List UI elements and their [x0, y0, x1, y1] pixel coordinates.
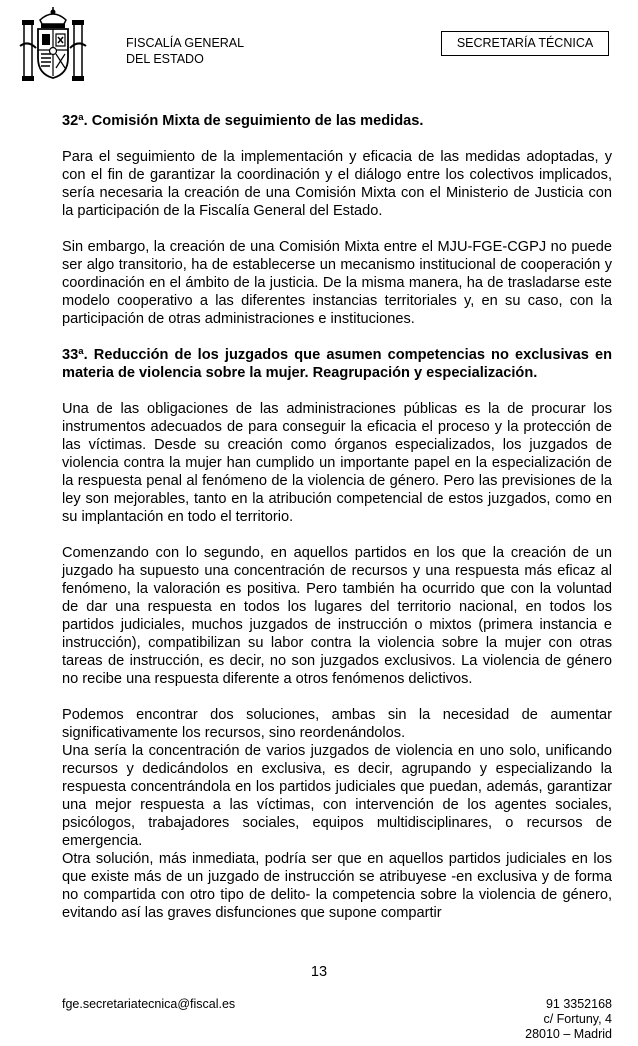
footer-email[interactable]: fge.secretariatecnica@fiscal.es: [62, 997, 236, 1011]
section-33-paragraph-3: Podemos encontrar dos soluciones, ambas sin la necesidad de aumentar significativamente los recursos, sino reordenándolos.: [62, 707, 612, 741]
section-32-paragraph-2: Sin embargo, la creación de una Comisión Mixta entre el MJU-FGE-CGPJ no puede ser algo transitorio, ha de establecerse un mecanismo institucional de cooperación y coordinación en el ámbito de la justicia. De la misma manera, ha de trasladarse este modelo cooperativo a las diferentes instancias territoriales y, en su caso, con la participación de otras administraciones e instituciones.: [62, 239, 612, 327]
section-33-paragraph-2: Comenzando con lo segundo, en aquellos partidos en los que la creación de un juzgado ha supuesto una concentración de recursos y una respuesta más eficaz al fenómeno, la valoración es positiva. Pero también ha ocurrido que con la voluntad de dar una respuesta en todos los lugares del territorio nacional, en todos los partidos judiciales, muchos juzgados de instrucción o mixtos (primera instancia e instrucción), compatibilizan su labor contra la violencia sobre la mujer con otras tareas de instrucción, es decir, no son juzgados exclusivos. La violencia de género no recibe una respuesta diferente a otros fenómenos delictivos.: [62, 545, 612, 687]
section-33-paragraph-4: Una sería la concentración de varios juzgados de violencia en uno solo, unificando recursos y dedicándolos en exclusiva, es decir, agrupando y especializando la respuesta concentrándola en los partidos judiciales que puedan, además, garantizar una mejor respuesta a las víctimas, con intervención de los agentes sociales, psicólogos, trabajadores sociales, equipos multidisciplinares, o recursos de emergencia.: [62, 743, 612, 849]
organization-name: [126, 35, 244, 67]
section-33-paragraph-5: Otra solución, más inmediata, podría ser que en aquellos partidos judiciales en los que existe más de un juzgado de instrucción se atribuyese -en exclusiva y de forma no compartida con otro tipo de delito- la competencia sobre la violencia de género, evitando así las graves disfunciones que supone compartir: [62, 851, 612, 921]
coat-of-arms-icon: [18, 6, 88, 84]
footer-address: [525, 997, 612, 1042]
section-33-paragraph-1: Una de las obligaciones de las administraciones públicas es la de procurar los instrumentos adecuados de para conseguir la eficacia el proceso y la protección de las víctimas. Desde su creación como órganos especializados, los juzgados de violencia contra la mujer han cumplido un importante papel en la especialización de la respuesta penal al fenómeno de la violencia de género. Pero las previsiones de la ley son mejorables, tanto en la atribución competencial de estos juzgados, como en su implantación en todo el territorio.: [62, 401, 612, 525]
section-32-paragraph-1: Para el seguimiento de la implementación y eficacia de las medidas adoptadas, y con el fin de garantizar la coordinación y el diálogo entre los colectivos implicados, sería necesaria la creación de una Comisión Mixta con el Ministerio de Justicia con la participación de la Fiscalía General del Estado.: [62, 149, 612, 219]
footer-city: 28010 – Madrid: [525, 1027, 612, 1041]
section-32-title: 32ª. Comisión Mixta de seguimiento de las medidas.: [62, 113, 424, 129]
organization-name-line1: FISCALÍA GENERAL: [126, 36, 245, 50]
department-box: SECRETARÍA TÉCNICA: [441, 31, 609, 56]
footer-street: c/ Fortuny, 4: [543, 1012, 612, 1026]
section-33-title: 33ª. Reducción de los juzgados que asumen competencias no exclusivas en materia de violencia sobre la mujer. Reagrupación y especialización.: [62, 347, 612, 381]
footer-phone: 91 3352168: [545, 997, 612, 1011]
page-number: 13: [310, 964, 328, 980]
organization-name-line2: DEL ESTADO: [126, 52, 204, 66]
document-body: [62, 112, 612, 922]
